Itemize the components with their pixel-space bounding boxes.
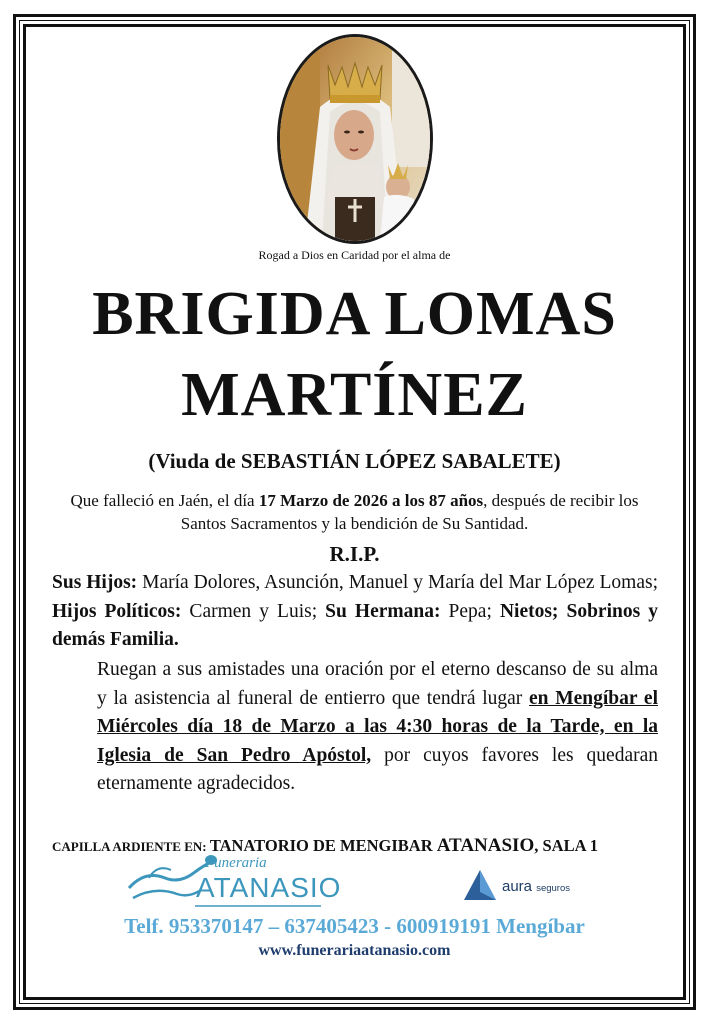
inlaws-names: Carmen y Luis; <box>181 600 326 622</box>
chapel-place: TANATORIO DE MENGIBAR <box>209 836 437 855</box>
other-relatives: Nietos; Sobrinos y demás Familia. <box>52 600 658 650</box>
rip-text: R.I.P. <box>329 542 380 566</box>
death-date: 17 Marzo de 2026 a los 87 años <box>258 491 484 510</box>
aura-sub: seguros <box>536 883 571 894</box>
death-prefix: Que falleció en Jaén, el día <box>70 491 259 510</box>
funeraria-word: Funeraria <box>205 855 267 871</box>
chapel-label: CAPILLA ARDIENTE EN: <box>52 839 210 854</box>
children-label: Sus Hijos: <box>52 572 138 593</box>
death-suffix: , después de recibir los Santos Sacramentos y la bendición de Su Santidad. <box>180 491 639 533</box>
funeral-details: en Mengíbar el Miércoles día 18 de Marzo a las 4:30 horas de la Tarde, en la Iglesia de San Pedro Apóstol, <box>97 687 658 766</box>
inlaws-label: Hijos Políticos: <box>52 600 182 622</box>
request-start: Ruegan a sus amistades una oración por el eterno descanso de su alma y la asistencia al funeral de entierro que tendrá lugar <box>97 659 658 709</box>
death-notice-text <box>50 489 659 535</box>
deceased-name-line1: BRIGIDA LOMAS <box>92 280 617 348</box>
children-names: María Dolores, Asunción, Manuel y María del Mar López Lomas; <box>137 572 658 593</box>
funeraria-name: ATANASIO <box>196 872 342 903</box>
aura-logo-text <box>502 878 570 895</box>
website-link[interactable]: www.funerariaatanasio.com <box>258 942 451 959</box>
family-paragraph <box>52 569 658 655</box>
request-end: por cuyos favores les quedaran eternamente agradecidos. <box>97 744 658 794</box>
aura-name: aura <box>502 878 533 895</box>
chapel-room: , SALA 1 <box>534 836 598 855</box>
chapel-brand: ATANASIO <box>436 835 535 856</box>
phone-numbers: Telf. 953370147 – 637405423 - 600919191 Mengíbar <box>124 914 585 938</box>
sister-name: Pepa; <box>440 600 500 622</box>
virgin-portrait-image <box>277 34 433 244</box>
prayer-line: Rogad a Dios en Caridad por el alma de <box>258 248 451 262</box>
deceased-name-line2: MARTÍNEZ <box>181 361 528 429</box>
funeral-request-paragraph <box>97 656 658 799</box>
widow-line: (Viuda de SEBASTIÁN LÓPEZ SABALETE) <box>148 449 561 473</box>
sister-label: Su Hermana: <box>325 600 441 622</box>
aura-logo-icon <box>462 868 498 902</box>
